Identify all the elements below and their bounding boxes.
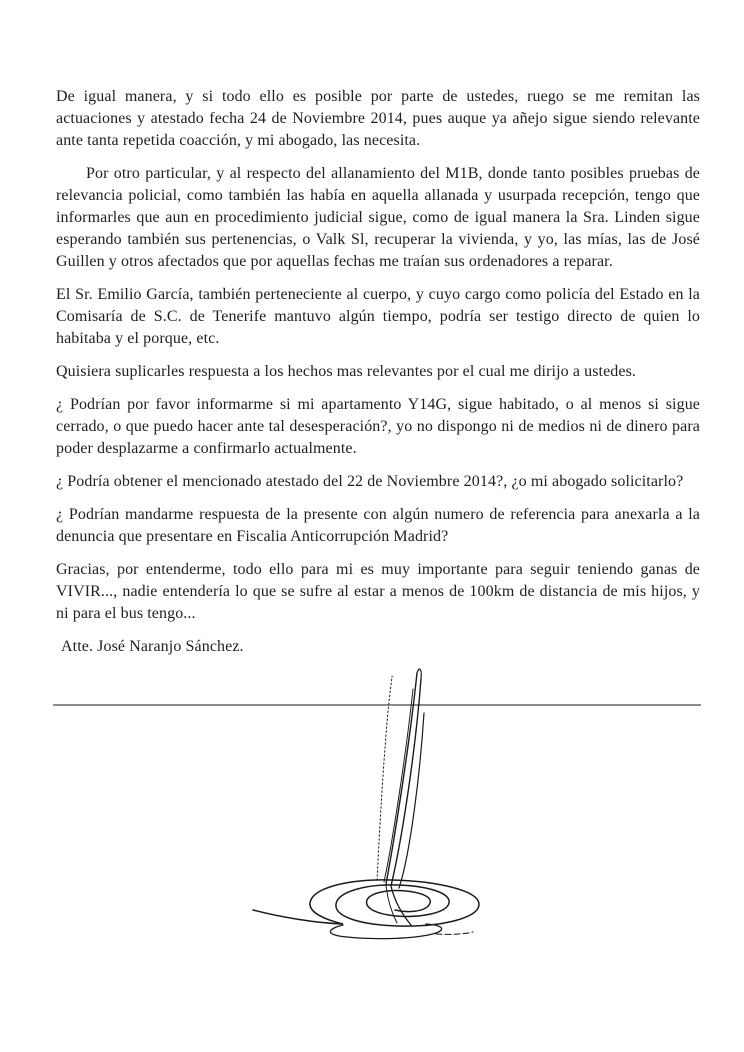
signature-spiral — [253, 880, 479, 926]
letter-paragraph: Quisiera suplicarles respuesta a los hechos mas relevantes por el cual me dirijo a ustedes. — [56, 363, 637, 380]
signature-tail — [436, 932, 473, 934]
letter-paragraph: Gracias, por entenderme, todo ello para mi es muy importante para seguir teniendo ganas de VIVIR..., nadie entendería lo que se sufre al estar a menos de 100km de distancia de mis hijos, y ni para el bus tengo... — [56, 561, 700, 622]
signature-stroke — [391, 679, 421, 886]
signature-stroke — [417, 669, 421, 679]
letter-paragraph: ¿ Podría obtener el mencionado atestado del 22 de Noviembre 2014?, ¿o mi abogado solicitarlo? — [56, 473, 684, 490]
letter-paragraph: El Sr. Emilio García, también perteneciente al cuerpo, y cuyo cargo como policía del Estado en la Comisaría de S.C. de Tenerife mantuvo algún tiempo, podría ser testigo directo de quien lo habitaba y el porque, etc. — [56, 286, 700, 347]
letter-paragraph: Por otro particular, y al respecto del allanamiento del M1B, donde tanto posibles pruebas de relevancia policial, como también las había en aquella allanada y usurpada recepción, tengo que informarles que aun en procedimiento judicial sigue, como de igual manera la Sra. Linden sigue esperando también sus pertenencias, o Valk Sl, recuperar la vivienda, y yo, las mías, las de José Guillen y otros afectados que por aquellas fechas me traían sus ordenadores a reparar. — [56, 165, 700, 270]
letter-paragraph: De igual manera, y si todo ello es posible por parte de ustedes, ruego se me remitan las actuaciones y atestado fecha 24 de Noviembre 2014, pues auque ya añejo sigue siendo relevante ante tanta repetida coacción, y mi abogado, las necesita. — [56, 88, 700, 149]
letter-paragraph: ¿ Podrían por favor informarme si mi apartamento Y14G, sigue habitado, o al menos si sigue cerrado, o que puedo hacer ante tal desesperación?, yo no dispongo ni de medios ni de dinero para poder desplazarme a confirmarlo actualmente. — [56, 396, 700, 457]
signature-stroke — [399, 713, 424, 888]
letter-body — [56, 86, 700, 669]
signoff-line: Atte. José Naranjo Sánchez. — [61, 638, 244, 655]
letter-paragraph: ¿ Podrían mandarme respuesta de la presente con algún numero de referencia para anexarla a la denuncia que presentare en Fiscalia Anticorrupción Madrid? — [56, 506, 700, 545]
signature-loop — [330, 924, 441, 939]
handwritten-signature-scribble — [235, 655, 505, 955]
